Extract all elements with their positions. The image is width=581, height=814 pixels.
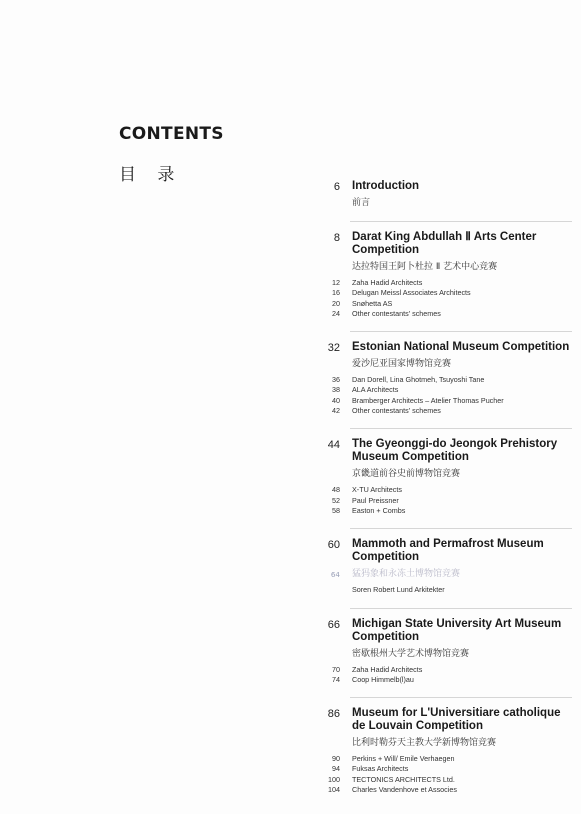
toc-entry-text: Soren Robert Lund Arkitekter — [352, 585, 445, 595]
toc-entry[interactable] — [322, 385, 572, 395]
toc-section-head — [322, 538, 572, 580]
toc-entry-page: 12 — [332, 278, 340, 287]
toc-section-introduction[interactable] — [322, 180, 572, 209]
toc-section-page: 44 — [327, 439, 340, 452]
toc-entry[interactable] — [322, 675, 572, 685]
toc-entry-page: 16 — [332, 288, 340, 298]
toc-entry-text: TECTONICS ARCHITECTS Ltd. — [352, 774, 455, 784]
toc-entry-text: Bramberger Architects – Atelier Thomas Pucher — [352, 395, 504, 405]
toc-entry-text: Paul Preissner — [352, 495, 399, 505]
toc-section-head — [322, 707, 572, 749]
toc-entry[interactable] — [322, 764, 572, 774]
toc-entry-text: Other contestants' schemes — [352, 308, 441, 318]
toc-section-title-chinese — [330, 568, 572, 580]
toc-section-title-chinese: 爱沙尼亚国家博物馆竞赛 — [352, 359, 452, 370]
toc-faded-page: 64 — [330, 570, 340, 580]
toc-entry-page: 58 — [332, 505, 340, 515]
toc-entry[interactable] — [322, 496, 572, 506]
toc-entry-page: 74 — [332, 674, 340, 684]
toc-entry-text: Perkins + Will/ Emile Verhaegen — [352, 754, 455, 764]
page-title-chinese: 目 录 — [119, 165, 183, 185]
toc-entry[interactable] — [322, 406, 572, 416]
toc-section-title-chinese: 前言 — [352, 198, 371, 208]
toc-section-title-chinese: 京畿道前谷史前博物馆竞赛 — [352, 469, 461, 480]
toc-entry-page: 20 — [332, 298, 340, 308]
toc-entry[interactable] — [322, 309, 572, 319]
toc-section-page: 60 — [327, 539, 340, 552]
toc-entry[interactable] — [322, 299, 572, 309]
toc-entry-text: Zaha Hadid Architects — [352, 278, 423, 287]
toc-section-louvain[interactable] — [322, 707, 572, 795]
section-divider — [350, 428, 572, 429]
toc-section-title: Museum for L'Universitiare catholique de Louvain Competition — [352, 707, 561, 733]
toc-section-head — [322, 231, 572, 273]
toc-entry-list — [322, 665, 572, 686]
toc-section-head — [322, 341, 572, 370]
toc-entry-page: 70 — [332, 664, 340, 674]
toc-entry-list — [322, 585, 572, 595]
toc-entry[interactable] — [322, 754, 572, 764]
toc-entry-page: 100 — [328, 774, 340, 784]
table-of-contents — [322, 180, 572, 807]
toc-section-page: 32 — [327, 342, 340, 355]
toc-entry[interactable] — [322, 375, 572, 385]
toc-entry-text: X-TU Architects — [352, 485, 402, 495]
toc-section-darat-king-abdullah[interactable] — [322, 231, 572, 319]
page-title: CONTENTS — [119, 124, 224, 144]
toc-entry-page: 48 — [332, 485, 340, 495]
toc-entry-page: 40 — [332, 395, 340, 405]
toc-entry[interactable] — [322, 485, 572, 495]
toc-entry-text: Fuksas Architects — [352, 764, 409, 774]
section-divider — [350, 608, 572, 609]
toc-section-gyeonggi-do-jeongok[interactable] — [322, 438, 572, 516]
toc-entry-page: 94 — [332, 764, 340, 774]
section-divider — [350, 528, 572, 529]
toc-entry[interactable] — [322, 288, 572, 298]
toc-entry-text: Charles Vandenhove et Associes — [352, 785, 457, 795]
toc-entry-text: Delugan Meissl Associates Architects — [352, 288, 471, 298]
toc-section-title: Estonian National Museum Competition — [352, 341, 570, 354]
toc-entry-page: 24 — [332, 308, 340, 318]
toc-entry[interactable] — [322, 785, 572, 795]
toc-entry-page: 104 — [328, 785, 340, 795]
toc-entry-text: ALA Architects — [352, 385, 399, 395]
toc-entry[interactable] — [322, 278, 572, 288]
toc-section-page: 66 — [327, 618, 340, 631]
toc-section-head — [322, 180, 572, 209]
toc-entry-text: Zaha Hadid Architects — [352, 664, 423, 674]
section-divider — [350, 331, 572, 332]
toc-section-title: Michigan State University Art Museum Competition — [352, 617, 562, 643]
toc-section-page: 8 — [333, 232, 340, 244]
toc-section-page: 86 — [327, 708, 340, 721]
toc-entry-list — [322, 485, 572, 516]
toc-section-head — [322, 618, 572, 660]
toc-section-title-chinese: 达拉特国王阿卜杜拉 Ⅱ 艺术中心竞赛 — [352, 262, 498, 272]
toc-entry-list — [322, 375, 572, 416]
toc-entry[interactable] — [322, 396, 572, 406]
toc-entry-page: 90 — [332, 754, 340, 764]
toc-section-title-chinese-text: 猛犸象和永冻土博物馆竞赛 — [352, 569, 461, 580]
toc-entry-page: 36 — [332, 375, 340, 385]
toc-entry-text: Coop Himmelb(l)au — [352, 674, 414, 684]
toc-entry-text: Other contestants' schemes — [352, 406, 441, 416]
toc-section-title-chinese: 比利时勒芬天主教大学新博物馆竞赛 — [352, 738, 497, 749]
toc-section-title: The Gyeonggi-do Jeongok Prehistory Museum Competition — [352, 438, 558, 464]
toc-entry-text: Easton + Combs — [352, 505, 406, 515]
toc-entry-page: 52 — [332, 495, 340, 505]
toc-section-estonian-national-museum[interactable] — [322, 341, 572, 416]
toc-section-title-chinese: 密歇根州大学艺术博物馆竞赛 — [352, 648, 470, 659]
toc-entry[interactable] — [322, 506, 572, 516]
section-divider — [350, 697, 572, 698]
toc-section-title: Mammoth and Permafrost Museum Competition — [352, 538, 544, 564]
toc-section-page: 6 — [333, 181, 340, 193]
toc-section-title: Darat King Abdullah Ⅱ Arts Center Competition — [352, 231, 537, 256]
toc-entry-page: 38 — [332, 385, 340, 395]
toc-entry[interactable] — [322, 775, 572, 785]
toc-entry-page: 42 — [332, 406, 340, 416]
toc-section-michigan-state[interactable] — [322, 618, 572, 686]
toc-entry-text: Dan Dorell, Lina Ghotmeh, Tsuyoshi Tane — [352, 375, 485, 385]
toc-section-mammoth-permafrost[interactable] — [322, 538, 572, 595]
toc-entry[interactable] — [322, 585, 572, 595]
section-divider — [350, 221, 572, 222]
toc-section-title: Introduction — [352, 180, 420, 192]
toc-entry-list — [322, 278, 572, 319]
toc-section-head — [322, 438, 572, 480]
toc-entry-list — [322, 754, 572, 795]
toc-entry-text: Snøhetta AS — [352, 298, 393, 308]
toc-entry[interactable] — [322, 665, 572, 675]
